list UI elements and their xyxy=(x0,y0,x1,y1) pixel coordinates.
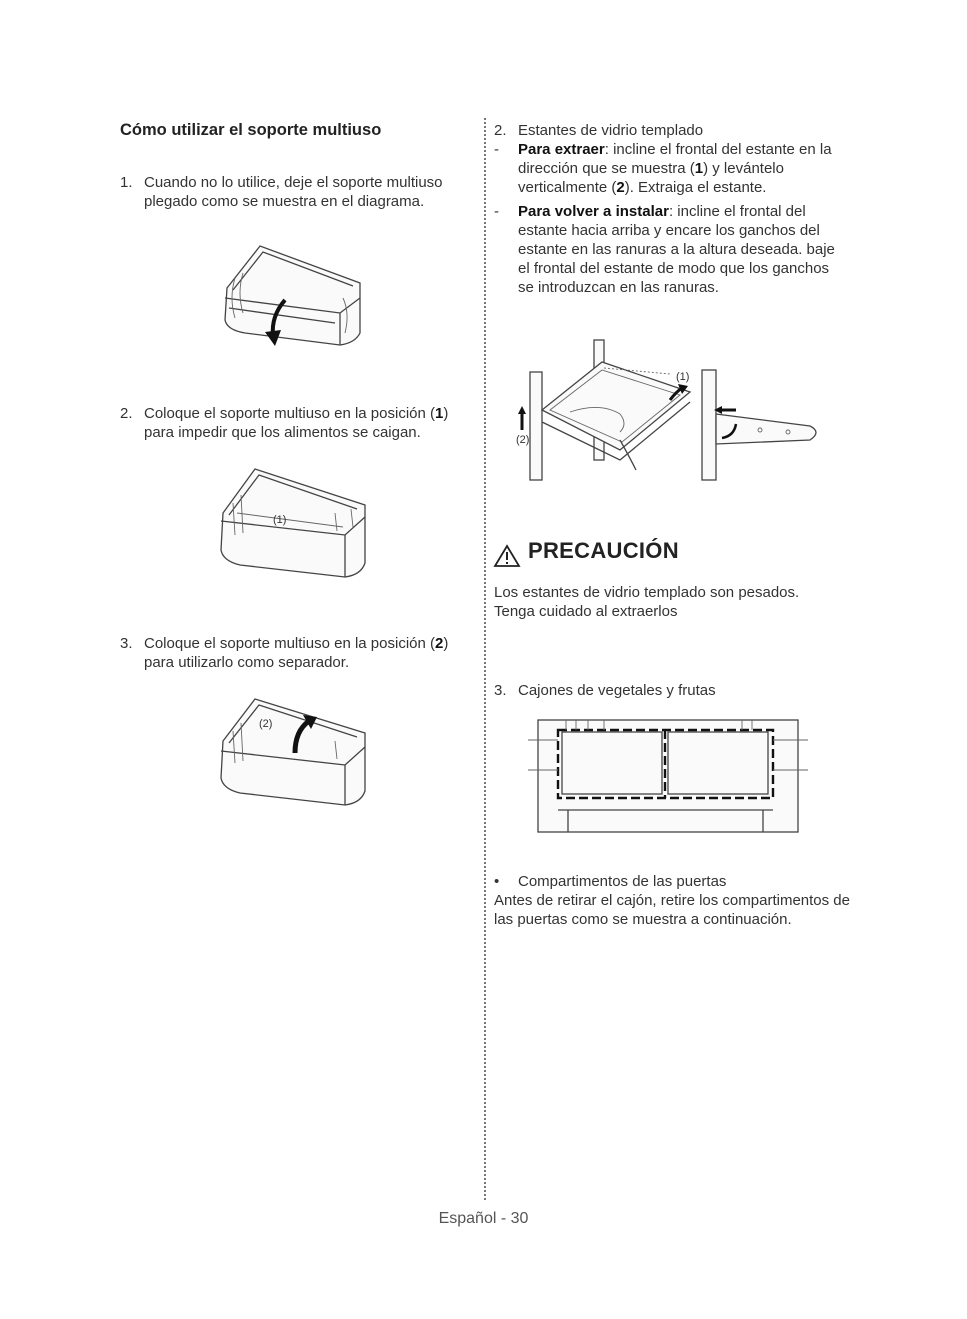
position-number: 2 xyxy=(435,635,444,652)
vegetable-drawers-illustration xyxy=(528,720,808,835)
bullet-title: Compartimentos de las puertas xyxy=(518,873,727,890)
folded-holder-illustration xyxy=(215,238,375,358)
right-step-2 xyxy=(494,121,854,140)
caution-text: Los estantes de vidrio templado son pesados. Tenga cuidado al extraerlos xyxy=(494,584,800,620)
step-title: Cajones de vegetales y frutas xyxy=(518,682,716,699)
left-step-2 xyxy=(120,404,465,442)
callout-1: (1) xyxy=(273,514,287,526)
step-number: 2. xyxy=(494,122,507,139)
callout-2: (2) xyxy=(259,718,273,730)
step-text: Cuando no lo utilice, deje el soporte multiuso plegado como se muestra en el diagrama. xyxy=(144,174,443,210)
glass-shelf-illustration xyxy=(510,340,840,485)
callout-2: (2) xyxy=(516,434,530,446)
step-number: 3. xyxy=(120,635,133,652)
left-step-1 xyxy=(120,173,465,211)
bullet-text: Para volver a instalar: incline el frontal del estante hacia arriba y encare los ganchos del estante en las ranuras a la altura deseada. baje el frontal del estante de modo que los ganchos se introduzcan en las ranuras. xyxy=(518,203,835,296)
step-text: Coloque el soporte multiuso en la posición (2) para utilizarlo como separador. xyxy=(144,635,449,671)
dash: - xyxy=(494,141,499,158)
step-number: 3. xyxy=(494,682,507,699)
warning-triangle-icon xyxy=(494,545,520,567)
bullet-dot: • xyxy=(494,873,500,890)
doors-bullet xyxy=(494,872,854,891)
holder-position-2-illustration xyxy=(215,695,375,815)
bullet-extract xyxy=(494,140,849,197)
step-title: Estantes de vidrio templado xyxy=(518,122,704,139)
step-number: 2. xyxy=(120,405,133,422)
page-number: Español - 30 xyxy=(438,1210,529,1227)
callout-1: (1) xyxy=(676,371,690,383)
bullet-text: Para extraer: incline el frontal del estante en la dirección que se muestra (1) y levántelo verticalmente (2). Extraiga el estante. xyxy=(518,141,832,196)
doors-text: Antes de retirar el cajón, retire los compartimentos de las puertas como se muestra a continuación. xyxy=(494,892,850,928)
holder-position-1-illustration xyxy=(215,465,375,585)
bullet-install xyxy=(494,202,849,297)
column-divider xyxy=(484,118,486,1200)
caution-title: PRECAUCIÓN xyxy=(528,538,679,563)
dash: - xyxy=(494,203,499,220)
left-step-3 xyxy=(120,634,465,672)
step-text: Coloque el soporte multiuso en la posición (1) para impedir que los alimentos se caigan. xyxy=(144,405,449,441)
step-number: 1. xyxy=(120,174,133,191)
section-heading: Cómo utilizar el soporte multiuso xyxy=(120,121,382,139)
position-number: 1 xyxy=(435,405,444,422)
right-step-3 xyxy=(494,681,854,700)
